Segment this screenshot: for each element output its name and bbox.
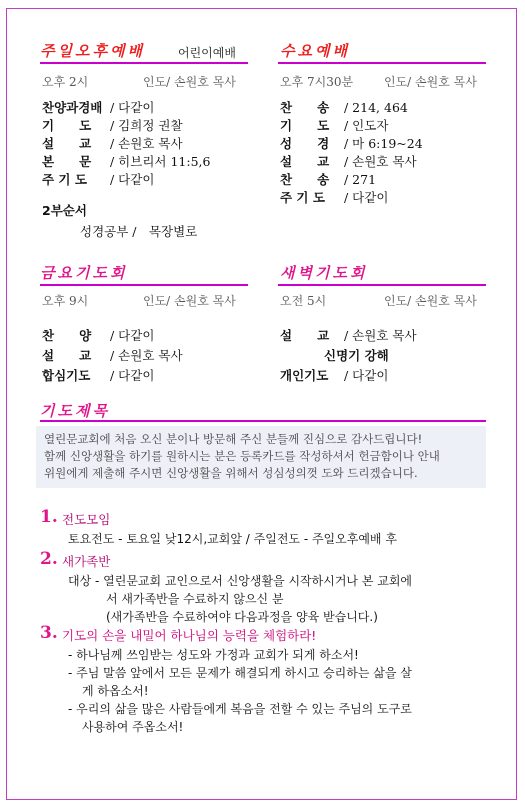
topic-number: 1. xyxy=(40,507,58,527)
order-label: 찬 양 xyxy=(42,328,92,343)
order-row xyxy=(42,116,183,134)
order-value: / 다같이 xyxy=(110,100,155,115)
order-row xyxy=(280,188,388,206)
order-label: 기 도 xyxy=(280,118,330,133)
order-label: 개인기도 xyxy=(280,368,329,383)
topic-line: - 하나님께 쓰임받는 성도와 가정과 교회가 되게 하소서! xyxy=(68,648,359,662)
order-label: 기 도 xyxy=(42,118,92,133)
topic-line: 사용하여 주옵소서! xyxy=(82,720,184,734)
sunday-pm-part2-items: 성경공부 / 목장별로 xyxy=(80,224,198,239)
order-value: / 인도자 xyxy=(344,118,389,133)
order-value: / 다같이 xyxy=(110,368,155,383)
order-value: / 손원호 목사 xyxy=(110,348,183,363)
order-label: 주 기 도 xyxy=(280,190,325,205)
topic-heading: 기도의 손을 내밀어 하나님의 능력을 체험하라! xyxy=(62,628,317,643)
order-row xyxy=(42,326,154,344)
topic-line: - 주님 말씀 앞에서 모든 문제가 해결되게 하시고 승리하는 삶을 살 xyxy=(68,666,412,680)
fri-prayer-title: 금요기도회 xyxy=(40,264,128,282)
topic-line: 게 하옵소서! xyxy=(82,684,149,698)
order-row xyxy=(42,152,210,170)
order-value: / 214, 464 xyxy=(344,100,408,115)
order-row xyxy=(280,116,388,134)
notice-line: 위원에게 제출해 주시면 신앙생활을 위해서 성심성의껏 도와 드리겠습니다. xyxy=(44,466,418,480)
sunday-pm-leader: 인도/ 손원호 목사 xyxy=(143,75,236,89)
order-row xyxy=(280,366,388,384)
wed-pm-leader: 인도/ 손원호 목사 xyxy=(384,75,477,89)
order-value: 신명기 강해 xyxy=(324,348,389,363)
sunday-pm-subtitle: 어린이예배 xyxy=(178,46,236,60)
topic-line: 토요전도 - 토요일 낮12시,교회앞 / 주일전도 - 주일오후예배 후 xyxy=(68,532,397,546)
order-value: / 손원호 목사 xyxy=(344,328,417,343)
order-row xyxy=(42,366,154,384)
order-label: 설 교 xyxy=(280,154,330,169)
order-value: / 히브리서 11:5,6 xyxy=(110,154,211,169)
order-label: 찬 송 xyxy=(280,172,330,187)
order-row xyxy=(280,170,376,188)
topic-line: - 우리의 삶을 많은 사람들에게 복음을 전할 수 있는 주님의 도구로 xyxy=(68,702,412,716)
order-value: / 271 xyxy=(344,172,377,187)
order-label: 설 교 xyxy=(280,328,330,343)
fri-prayer-rule xyxy=(40,284,248,286)
sunday-pm-time: 오후 2시 xyxy=(42,75,89,89)
prayer-topics-rule xyxy=(40,420,486,422)
order-label: 주 기 도 xyxy=(42,172,87,187)
order-label: 찬 송 xyxy=(280,100,330,115)
notice-line: 열린문교회에 처음 오신 분이나 방문해 주신 분들께 진심으로 감사드립니다! xyxy=(44,432,423,446)
topic-heading: 새가족반 xyxy=(62,554,111,569)
order-row xyxy=(280,152,417,170)
order-row xyxy=(280,98,408,116)
topic-number: 2. xyxy=(40,549,58,569)
topic-number: 3. xyxy=(40,623,58,643)
order-label: 설 교 xyxy=(42,136,92,151)
order-value: / 다같이 xyxy=(344,190,389,205)
order-label: 합심기도 xyxy=(42,368,91,383)
order-value: / 다같이 xyxy=(110,172,155,187)
order-row xyxy=(42,170,154,188)
topic-line: 서 새가족반을 수료하지 않으신 분 xyxy=(106,592,284,606)
order-value: / 다같이 xyxy=(344,368,389,383)
dawn-prayer-title: 새벽기도회 xyxy=(280,264,368,282)
order-row xyxy=(280,326,417,344)
order-label: 본 문 xyxy=(42,154,92,169)
order-value: / 마 6:19~24 xyxy=(344,136,423,151)
order-label: 설 교 xyxy=(42,348,92,363)
welcome-notice xyxy=(36,426,486,488)
topic-heading: 전도모임 xyxy=(62,512,111,527)
notice-line: 함께 신앙생활을 하기를 원하시는 분은 등록카드를 작성하셔서 헌금함이나 안내 xyxy=(44,449,440,463)
wed-pm-time: 오후 7시30분 xyxy=(280,75,354,89)
order-value: / 손원호 목사 xyxy=(110,136,183,151)
order-row xyxy=(42,346,183,364)
order-value: / 손원호 목사 xyxy=(344,154,417,169)
order-value: / 다같이 xyxy=(110,328,155,343)
dawn-prayer-leader: 인도/ 손원호 목사 xyxy=(384,294,477,308)
dawn-prayer-time: 오전 5시 xyxy=(280,294,327,308)
order-label: 찬양과경배 xyxy=(42,100,103,115)
sunday-pm-part2-label: 2부순서 xyxy=(42,203,87,218)
topic-line: 대상 - 열린문교회 교인으로서 신앙생활을 시작하시거나 본 교회에 xyxy=(68,574,413,588)
order-value: / 김희정 권찰 xyxy=(110,118,183,133)
topic-line: (새가족반을 수료하여야 다음과정을 양육 받습니다.) xyxy=(106,610,378,624)
order-row xyxy=(42,134,183,152)
wed-pm-rule xyxy=(278,62,486,64)
wed-pm-title: 수요예배 xyxy=(280,42,350,60)
prayer-topics-title: 기도제목 xyxy=(40,402,110,420)
order-row xyxy=(280,134,423,152)
fri-prayer-leader: 인도/ 손원호 목사 xyxy=(143,294,236,308)
order-row xyxy=(42,98,154,116)
fri-prayer-time: 오후 9시 xyxy=(42,294,89,308)
order-row xyxy=(280,346,389,364)
sunday-pm-rule xyxy=(40,62,248,64)
sunday-pm-title: 주일오후예배 xyxy=(40,42,145,60)
order-label: 성 경 xyxy=(280,136,330,151)
dawn-prayer-rule xyxy=(278,284,486,286)
